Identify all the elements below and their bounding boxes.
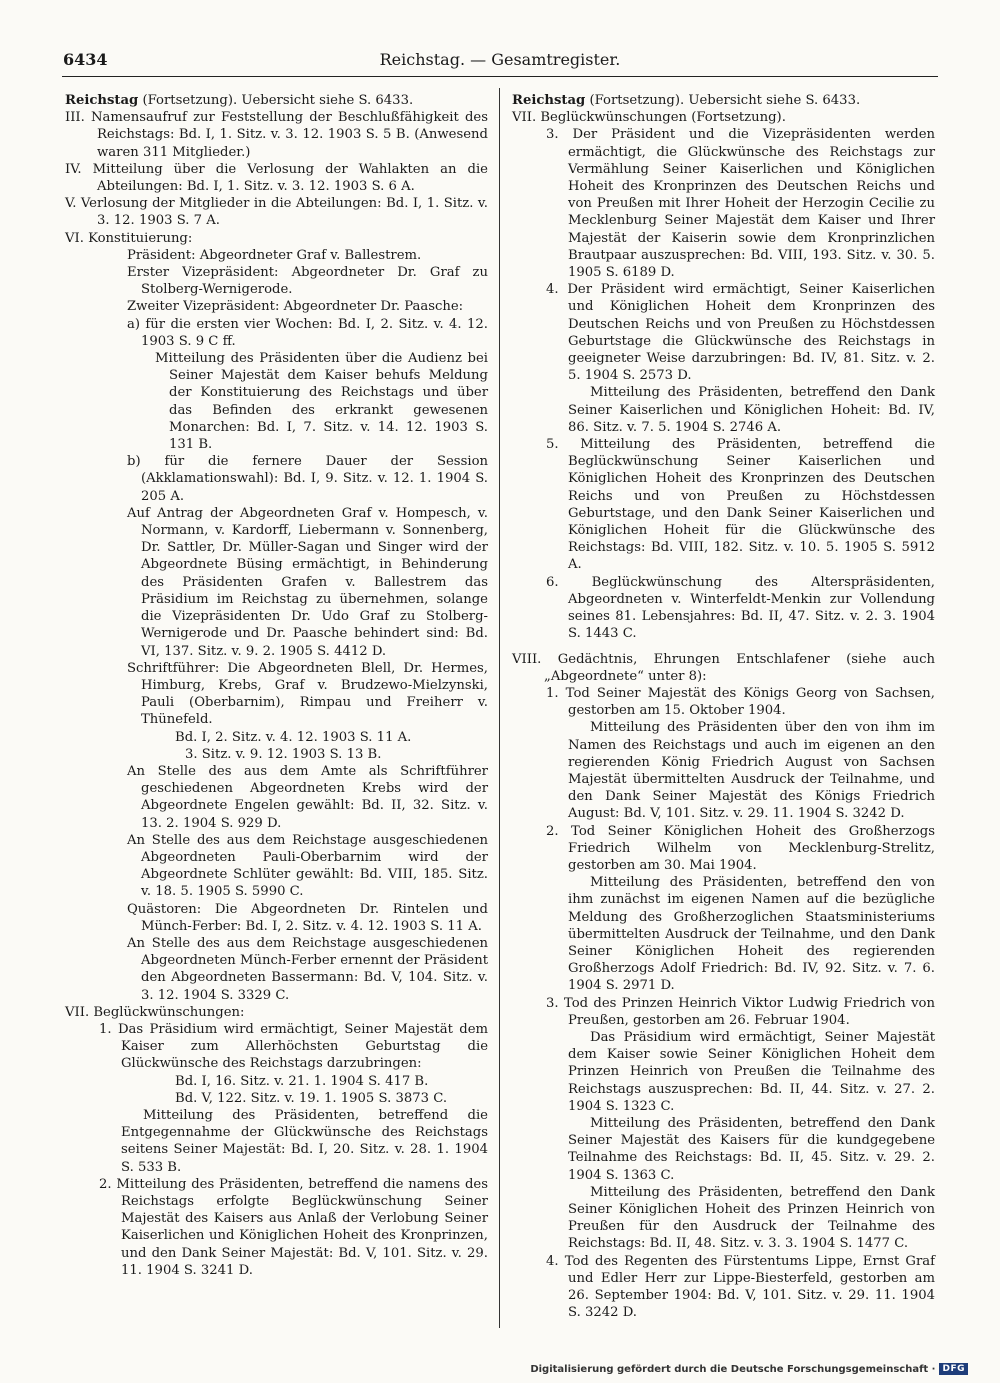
right-column [512,92,935,1321]
index-entry [512,574,935,643]
index-entry [512,651,935,685]
dfg-logo: DFG [939,1363,968,1375]
entry-text: 3. Tod des Prinzen Heinrich Viktor Ludwig Friedrich von Preußen, gestorben am 26. Februar 1904. [546,995,935,1028]
index-entry [512,874,935,994]
running-title: Reichstag. — Gesamtregister. [379,50,621,69]
entry-text: 1. Tod Seiner Majestät des Königs Georg von Sachsen, gestorben am 15. Oktober 1904. [546,685,935,719]
entry-text: Das Präsidium wird ermächtigt, Seiner Majestät dem Kaiser sowie Seiner Königlichen Hoheit dem Prinzen Heinrich von Preußen die Teilnahme des Reichstags auszusprechen: Bd. II, 44. Sitz. v. 27. 2. 1904 S. 1323 C. [568,1029,935,1114]
funding-note [530,1363,968,1375]
entry-text: (Fortsetzung). Uebersicht siehe S. 6433. [585,93,861,108]
index-entry [512,1029,935,1115]
index-entry [65,746,488,763]
index-entry [512,384,935,436]
entry-text: 2. Mitteilung des Präsidenten, betreffend die namens des Reichstags erfolgte Beglückwünschung Seiner Majestät des Kaisers aus Anlaß der Verlobung Seiner Kaiserlichen und Königlichen Hoheit des Kronprinzen, und den Dank Seiner Majestät: Bd. V, 101. Sitz. v. 29. 11. 1904 S. 3241 D. [99,1176,488,1278]
entry-text: Mitteilung des Präsidenten über den von ihm im Namen des Reichstags und auch im eigenen an den regierenden König Friedrich August von Sachsen Majestät übermittelten Ausdruck der Teilnahme, und den Dank Seiner Majestät des Königs Friedrich August: Bd. V, 101. Sitz. v. 29. 11. 1904 S. 3242 D. [568,720,935,822]
entry-text: VI. Konstituierung: [65,230,193,246]
index-entry [65,264,488,298]
entry-text: 3. Sitz. v. 9. 12. 1903 S. 13 B. [185,746,382,762]
index-entry [512,823,935,875]
index-entry [512,126,935,281]
entry-text: 2. Tod Seiner Königlichen Hoheit des Großherzogs Friedrich Wilhelm von Mecklenburg-Strelitz, gestorben am 30. Mai 1904. [546,823,935,873]
index-entry [65,901,488,935]
page-number: 6434 [63,50,108,69]
entry-text: Mitteilung des Präsidenten, betreffend den Dank Seiner Majestät des Kaisers für die kundgegebene Teilnahme des Reichstags: Bd. II, 45. Sitz. v. 29. 2. 1904 S. 1363 C. [568,1115,935,1183]
entry-text: b) für die fernere Dauer der Session (Akklamationswahl): Bd. I, 9. Sitz. v. 12. 1. 1904 S. 205 A. [127,454,488,504]
entry-text: Mitteilung des Präsidenten, betreffend den von ihm zunächst im eigenen Namen auf die bezügliche Meldung des Großherzoglichen Staatsministeriums übermittelten Ausdruck der Teilnahme, und den Dank Seiner Königlichen Hoheit des regierenden Großherzogs Adolf Friedrich: Bd. IV, 92. Sitz. v. 7. 6. 1904 S. 2971 D. [568,875,935,994]
index-entry [65,729,488,746]
headword: Reichstag [512,93,586,108]
funding-note-text: Digitalisierung gefördert durch die Deutsche Forschungsgemeinschaft · [530,1363,936,1375]
headword: Reichstag [65,93,139,108]
entry-text: Bd. I, 2. Sitz. v. 4. 12. 1903 S. 11 A. [175,729,412,745]
entry-text: 6. Beglückwünschung des Alterspräsidenten, Abgeordneten v. Winterfeldt-Menkin zur Vollendung seines 81. Lebensjahres: Bd. II, 47. Sitz. v. 2. 3. 1904 S. 1443 C. [546,574,935,642]
index-entry [65,109,488,161]
index-entry [512,281,935,384]
entry-text: III. Namensaufruf zur Feststellung der Beschlußfähigkeit des Reichstags: Bd. I, 1. Sitz. v. 3. 12. 1903 S. 5 B. (Anwesend waren 311 Mitglieder.) [65,110,488,160]
entry-text: Mitteilung des Präsidenten, betreffend die Entgegennahme der Glückwünsche des Reichstags seitens Seiner Majestät: Bd. I, 20. Sitz. v. 28. 1. 1904 S. 533 B. [121,1107,488,1175]
index-entry [65,1107,488,1176]
header-rule [62,76,938,77]
entry-text: Erster Vizepräsident: Abgeordneter Dr. Graf zu Stolberg-Wernigerode. [127,265,488,298]
entry-text: IV. Mitteilung über die Verlosung der Wahlakten an die Abteilungen: Bd. I, 1. Sitz. v. 3. 12. 1903 S. 6 A. [65,161,488,195]
index-entry [65,298,488,315]
entry-text: Zweiter Vizepräsident: Abgeordneter Dr. Paasche: [127,299,464,315]
index-entry [65,832,488,901]
index-entry [512,92,935,109]
entry-text: 4. Tod des Regenten des Fürstentums Lippe, Ernst Graf und Edler Herr zur Lippe-Biesterfeld, gestorben am 26. September 1904: Bd. V, 101. Sitz. v. 29. 11. 1904 S. 3242 D. [546,1253,935,1321]
index-entry [65,453,488,505]
left-column [65,92,488,1279]
entry-text: Präsident: Abgeordneter Graf v. Ballestrem. [127,247,422,263]
index-entry [512,719,935,822]
entry-text: Mitteilung des Präsidenten über die Audienz bei Seiner Majestät dem Kaiser behufs Meldung der Konstituierung des Reichstags und über das Befinden des erkrankt gewesenen Monarchen: Bd. I, 7. Sitz. v. 14. 12. 1903 S. 131 B. [155,351,488,453]
column-divider [499,88,500,1328]
index-entry [65,92,488,109]
index-entry [512,685,935,719]
entry-text: VII. Beglückwünschungen (Fortsetzung). [512,110,786,126]
entry-text: Mitteilung des Präsidenten, betreffend den Dank Seiner Kaiserlichen und Königlichen Hoheit: Bd. IV, 86. Sitz. v. 7. 5. 1904 S. 2746 A. [568,385,935,435]
index-entry [512,436,935,574]
entry-text: a) für die ersten vier Wochen: Bd. I, 2. Sitz. v. 4. 12. 1903 S. 9 C ff. [127,316,488,349]
entry-text: 5. Mitteilung des Präsidenten, betreffend die Beglückwünschung Seiner Kaiserlichen und Königlichen Hoheit des Kronprinzen des Deutschen Reichs und von Preußen zu Höchstdessen Geburtstage, und den Dank Seiner Kaiserlichen und Königlichen Hoheit für die Glückwünsche des Reichstags: Bd. VIII, 182. Sitz. v. 10. 5. 1905 S. 5912 A. [546,437,935,573]
index-entry [512,109,935,126]
index-entry [65,350,488,453]
entry-text: V. Verlosung der Mitglieder in die Abteilungen: Bd. I, 1. Sitz. v. 3. 12. 1903 S. 7 A. [65,196,488,229]
entry-text: Mitteilung des Präsidenten, betreffend den Dank Seiner Königlichen Hoheit des Prinzen Heinrich von Preußen für den Ausdruck der Teilnahme des Reichstags: Bd. II, 48. Sitz. v. 3. 3. 1904 S. 1477 C. [568,1184,935,1252]
index-entry [65,660,488,729]
index-entry [65,763,488,832]
index-entry [65,1021,488,1073]
entry-text: (Fortsetzung). Uebersicht siehe S. 6433. [138,93,414,108]
entry-text: An Stelle des aus dem Amte als Schriftführer geschiedenen Abgeordneten Krebs wird der Abgeordnete Engelen gewählt: Bd. II, 32. Sitz. v. 13. 2. 1904 S. 929 D. [127,763,488,831]
index-entry [65,935,488,1004]
index-entry [65,247,488,264]
entry-text: VII. Beglückwünschungen: [65,1004,245,1020]
index-entry [65,230,488,247]
entry-text: Schriftführer: Die Abgeordneten Blell, Dr. Hermes, Himburg, Krebs, Graf v. Brudzewo-Mielzynski, Pauli (Oberbarnim), Rimpau und Freiherr v. Thünefeld. [127,660,488,728]
entry-text: 3. Der Präsident und die Vizepräsidenten werden ermächtigt, die Glückwünsche des Reichstags zur Vermählung Seiner Kaiserlichen und Königlichen Hoheit des Kronprinzen des Deutschen Reichs und von Preußen mit Ihrer Hoheit der Herzogin Cecilie zu Mecklenburg Seiner Majestät dem Kaiser und Ihrer Majestät der Kaiserin sowie dem Kronprinzlichen Brautpaar auszusprechen: Bd. VIII, 193. Sitz. v. 30. 5. 1905 S. 6189 D. [546,127,935,281]
index-entry [512,1115,935,1184]
entry-text: An Stelle des aus dem Reichstage ausgeschiedenen Abgeordneten Münch-Ferber ernennt der Präsident den Abgeordneten Bassermann: Bd. V, 104. Sitz. v. 3. 12. 1904 S. 3329 C. [127,935,488,1003]
index-entry [65,1090,488,1107]
index-entry [65,1004,488,1021]
index-entry [65,161,488,195]
entry-text: 1. Das Präsidium wird ermächtigt, Seiner Majestät dem Kaiser zum Allerhöchsten Geburtstag die Glückwünsche des Reichstags darzubringen: [99,1021,488,1072]
index-entry [512,995,935,1029]
entry-text: Auf Antrag der Abgeordneten Graf v. Hompesch, v. Normann, v. Kardorff, Liebermann v. Sonnenberg, Dr. Sattler, Dr. Müller-Sagan und Singer wird der Abgeordnete Büsing ermächtigt, in Behinderung des Präsidenten Grafen v. Ballestrem das Präsidium im Reichstag zu übernehmen, solange die Vizepräsidenten Dr. Udo Graf zu Stolberg-Wernigerode und Dr. Paasche behindert sind: Bd. VI, 137. Sitz. v. 9. 2. 1905 S. 4412 D. [127,505,488,659]
index-entry [65,1176,488,1279]
index-entry [65,195,488,229]
entry-text: Bd. I, 16. Sitz. v. 21. 1. 1904 S. 417 B. [175,1073,429,1089]
index-entry [65,316,488,350]
entry-text: VIII. Gedächtnis, Ehrungen Entschlafener (siehe auch „Abgeordnete“ unter 8): [512,651,935,684]
entry-text: Bd. V, 122. Sitz. v. 19. 1. 1905 S. 3873 C. [175,1090,448,1106]
entry-text: Quästoren: Die Abgeordneten Dr. Rintelen und Münch-Ferber: Bd. I, 2. Sitz. v. 4. 12. 1903 S. 11 A. [127,901,488,934]
index-entry [65,505,488,660]
index-entry [65,1073,488,1090]
entry-text: 4. Der Präsident wird ermächtigt, Seiner Kaiserlichen und Königlichen Hoheit dem Kronprinzen des Deutschen Reichs und von Preußen zu Höchstdessen Geburtstage die Glückwünsche des Reichstags in geeigneter Weise darzubringen: Bd. IV, 81. Sitz. v. 2. 5. 1904 S. 2573 D. [546,282,935,384]
entry-text: An Stelle des aus dem Reichstage ausgeschiedenen Abgeordneten Pauli-Oberbarnim wird der Abgeordnete Schlüter gewählt: Bd. VIII, 185. Sitz. v. 18. 5. 1905 S. 5990 C. [127,832,488,900]
index-entry [512,1184,935,1253]
index-entry [512,1253,935,1322]
